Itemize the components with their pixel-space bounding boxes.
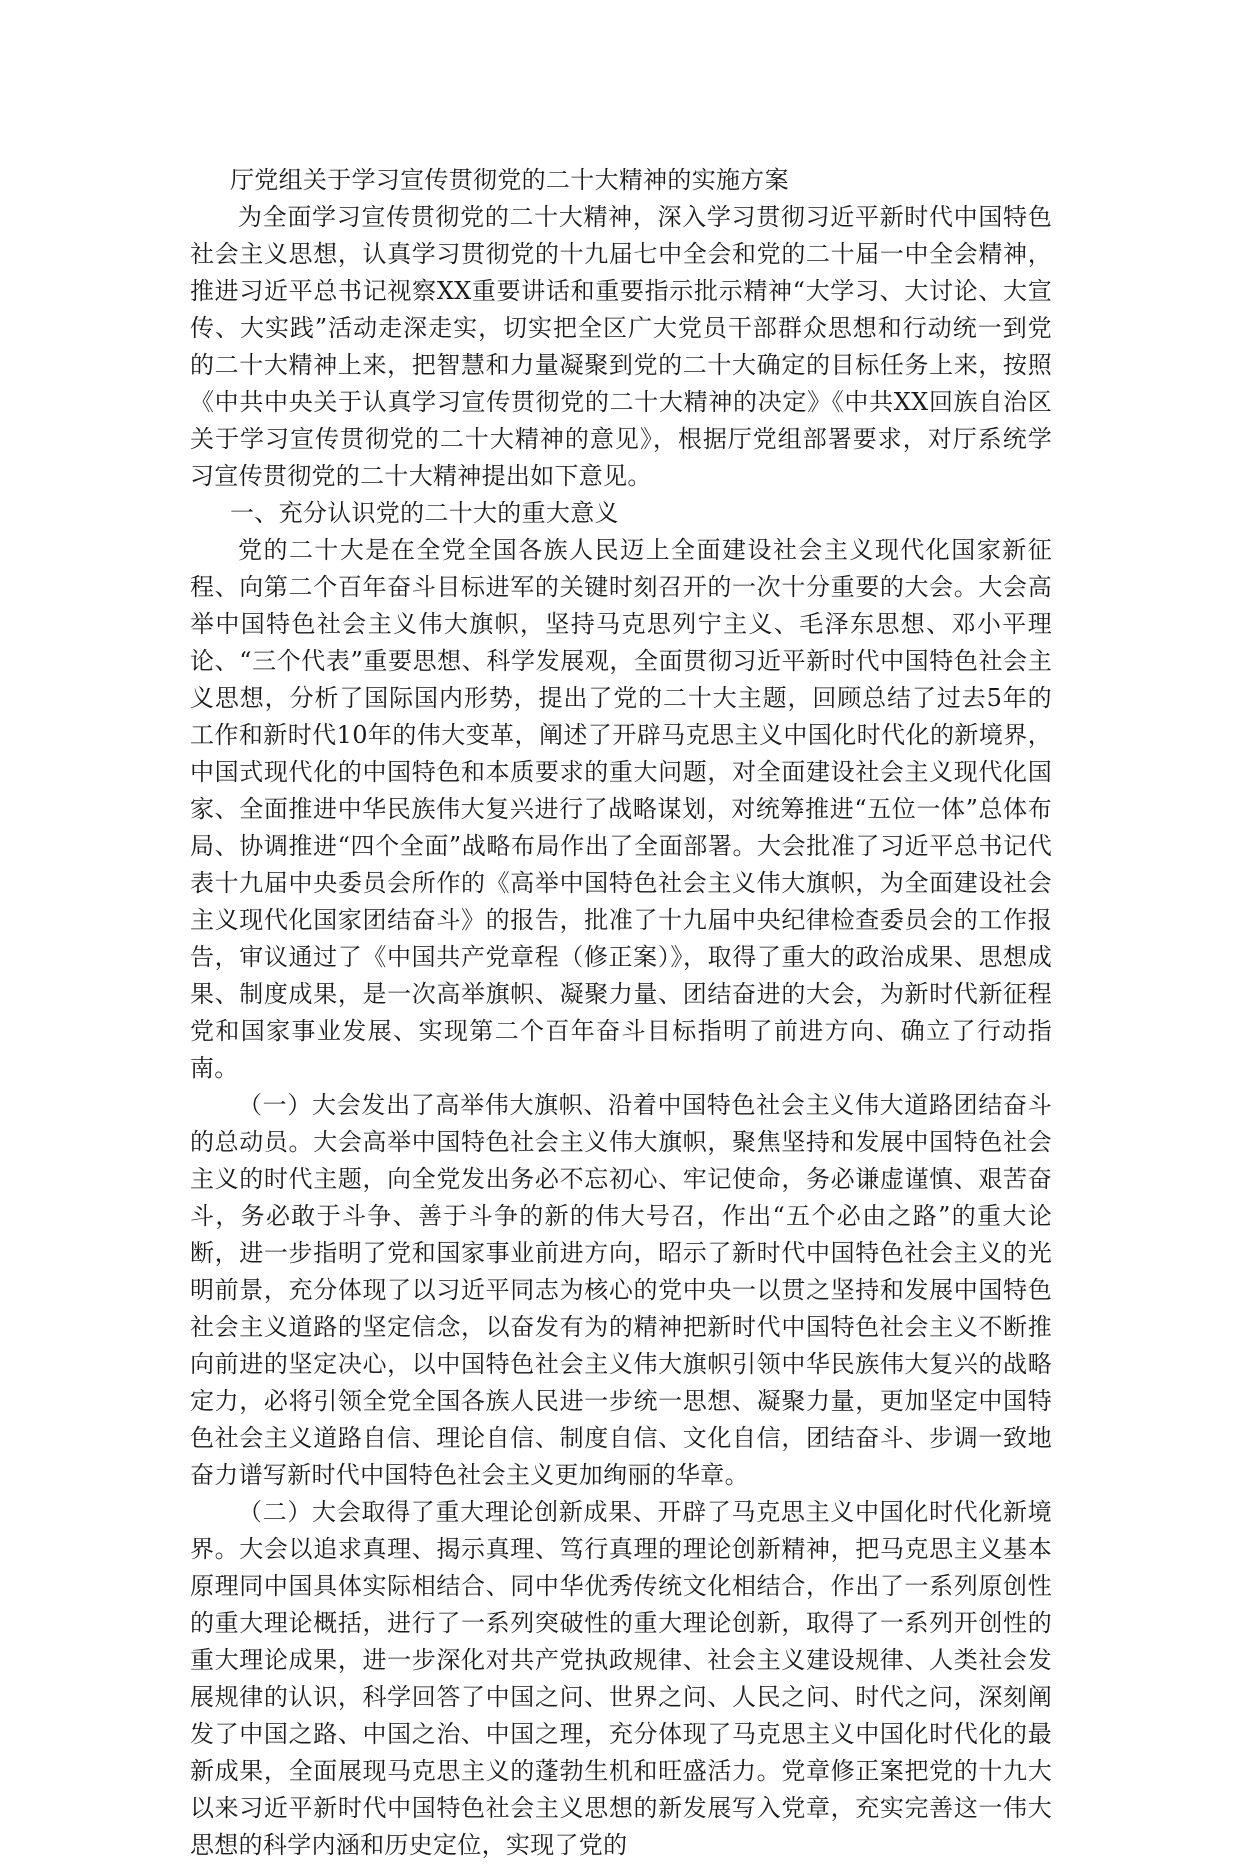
intro-paragraph: 为全面学习宣传贯彻党的二十大精神，深入学习贯彻习近平新时代中国特色社会主义思想，认真学习贯彻党的十九届七中全会和党的二十届一中全会精神，推进习近平总书记视察XX重要讲话和重要指示批示精神“大学习、大讨论、大宣传、大实践”活动走深走实，切实把全区广大党员干部群众思想和行动统一到党的二十大精神上来，把智慧和力量凝聚到党的二十大确定的目标任务上来，按照《中共中央关于认真学习宣传贯彻党的二十大精神的决定》《中共XX回族自治区关于学习宣传贯彻党的二十大精神的意见》，根据厅党组部署要求，对厅系统学习宣传贯彻党的二十大精神提出如下意见。 bbox=[190, 203, 1052, 490]
document-title: 厅党组关于学习宣传贯彻党的二十大精神的实施方案 bbox=[230, 166, 789, 194]
subsection-paragraph-2: （二）大会取得了重大理论创新成果、开辟了马克思主义中国化时代化新境界。大会以追求真理、揭示真理、笃行真理的理论创新精神，把马克思主义基本原理同中国具体实际相结合、同中华优秀传统文化相结合，作出了一系列原创性的重大理论概括，进行了一系列突破性的重大理论创新，取得了一系列开创性的重大理论成果，进一步深化对共产党执政规律、社会主义建设规律、人类社会发展规律的认识，科学回答了中国之问、世界之问、人民之问、时代之问，深刻阐发了中国之路、中国之治、中国之理，充分体现了马克思主义中国化时代化的最新成果，全面展现马克思主义的蓬勃生机和旺盛活力。党章修正案把党的十九大以来习近平新时代中国特色社会主义思想的新发展写入党章，充实完善这一伟大思想的科学内涵和历史定位，实现了党的 bbox=[190, 1498, 1052, 1859]
section-heading-1: 一、充分认识党的二十大的重大意义 bbox=[230, 499, 619, 527]
body-paragraph: 党的二十大是在全党全国各族人民迈上全面建设社会主义现代化国家新征程、向第二个百年奋斗目标进军的关键时刻召开的一次十分重要的大会。大会高举中国特色社会主义伟大旗帜，坚持马克思列宁主义、毛泽东思想、邓小平理论、“三个代表”重要思想、科学发展观，全面贯彻习近平新时代中国特色社会主义思想，分析了国际国内形势，提出了党的二十大主题，回顾总结了过去5年的工作和新时代10年的伟大变革，阐述了开辟马克思主义中国化时代化的新境界，中国式现代化的中国特色和本质要求的重大问题，对全面建设社会主义现代化国家、全面推进中华民族伟大复兴进行了战略谋划，对统筹推进“五位一体”总体布局、协调推进“四个全面”战略布局作出了全面部署。大会批准了习近平总书记代表十九届中央委员会所作的《高举中国特色社会主义伟大旗帜，为全面建设社会主义现代化国家团结奋斗》的报告，批准了十九届中央纪律检查委员会的工作报告，审议通过了《中国共产党章程（修正案）》，取得了重大的政治成果、思想成果、制度成果，是一次高举旗帜、凝聚力量、团结奋进的大会，为新时代新征程党和国家事业发展、实现第二个百年奋斗目标指明了前进方向、确立了行动指南。 bbox=[190, 536, 1052, 1082]
document-body bbox=[190, 162, 1052, 1864]
subsection-paragraph-1: （一）大会发出了高举伟大旗帜、沿着中国特色社会主义伟大道路团结奋斗的总动员。大会高举中国特色社会主义伟大旗帜，聚焦坚持和发展中国特色社会主义的时代主题，向全党发出务必不忘初心、牢记使命，务必谦虚谨慎、艰苦奋斗，务必敢于斗争、善于斗争的新的伟大号召，作出“五个必由之路”的重大论断，进一步指明了党和国家事业前进方向，昭示了新时代中国特色社会主义的光明前景，充分体现了以习近平同志为核心的党中央一以贯之坚持和发展中国特色社会主义道路的坚定信念，以奋发有为的精神把新时代中国特色社会主义不断推向前进的坚定决心，以中国特色社会主义伟大旗帜引领中华民族伟大复兴的战略定力，必将引领全党全国各族人民进一步统一思想、凝聚力量，更加坚定中国特色社会主义道路自信、理论自信、制度自信、文化自信，团结奋斗、步调一致地奋力谱写新时代中国特色社会主义更加绚丽的华章。 bbox=[190, 1091, 1052, 1489]
